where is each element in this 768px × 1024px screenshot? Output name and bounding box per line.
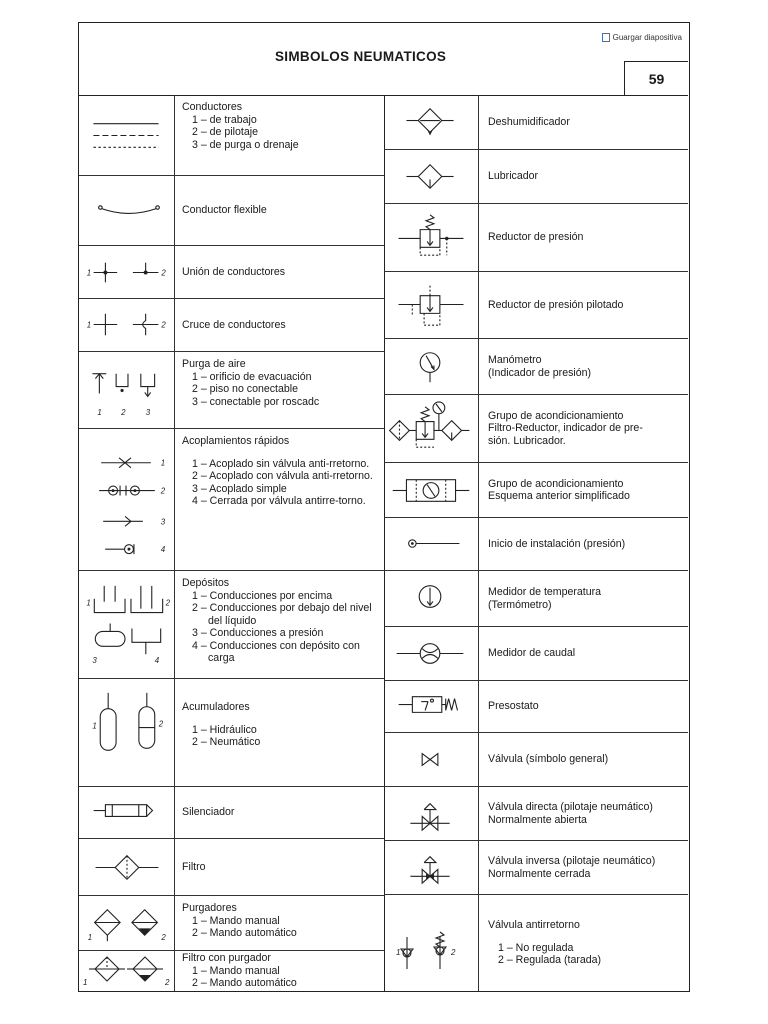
quick-coupling-icon xyxy=(79,429,174,570)
symbol-line: Lubricador xyxy=(488,170,539,183)
symbol-cell xyxy=(79,95,175,175)
symbol-row xyxy=(79,571,384,679)
symbol-item: 2 – Acoplado con válvula anti-rretorno. xyxy=(192,470,373,482)
symbol-line: Reductor de presión pilotado xyxy=(488,298,624,311)
symbol-row xyxy=(384,518,688,571)
symbol-cell xyxy=(384,733,479,786)
symbol-item: 2 – Mando automático xyxy=(192,977,297,989)
number-label: 1 xyxy=(92,721,97,731)
symbol-item: 1 – Mando manual xyxy=(192,964,280,977)
number-label: 2 xyxy=(161,320,166,330)
symbol-cell xyxy=(384,204,479,271)
symbol-title: Purga de aire xyxy=(182,358,246,370)
symbol-row xyxy=(384,204,688,272)
symbol-row xyxy=(79,352,384,429)
symbol-title: Conductor flexible xyxy=(182,204,267,217)
valve-general-icon xyxy=(384,733,478,786)
symbol-line: Medidor de temperatura xyxy=(488,586,602,598)
installation-start-icon xyxy=(384,518,478,570)
symbol-row xyxy=(79,246,384,299)
symbol-line: Presostato xyxy=(488,700,539,713)
filter-drain-icon xyxy=(79,951,174,991)
number-label: 3 xyxy=(145,408,151,418)
symbol-item: 3 – Conducciones a presión xyxy=(192,627,324,639)
number-label: 1 xyxy=(396,948,401,957)
inverse-valve-icon xyxy=(384,841,478,894)
symbol-description xyxy=(182,951,378,991)
manometer-icon xyxy=(384,339,478,394)
number-label: 3 xyxy=(160,517,166,527)
save-slide-link[interactable] xyxy=(602,33,682,42)
conditioning-unit-simplified-icon xyxy=(384,463,478,517)
symbol-row xyxy=(384,150,688,204)
symbol-item: 2 – Mando automático xyxy=(192,927,297,939)
number-label: 1 xyxy=(86,598,91,608)
number-label: 2 xyxy=(160,486,166,496)
symbol-row xyxy=(79,299,384,352)
symbol-item: 1 – Conducciones por encima xyxy=(192,589,333,602)
symbol-cell xyxy=(384,395,479,462)
symbol-title: Cruce de conductores xyxy=(182,318,286,331)
symbol-item: 2 – Conducciones por debajo del nivel del líquido xyxy=(192,602,372,627)
number-label: 1 xyxy=(160,458,166,468)
symbol-row xyxy=(384,571,688,627)
symbol-description xyxy=(488,463,682,517)
symbol-line: Grupo de acondicionamiento xyxy=(488,409,624,422)
symbol-item: 4 – Conducciones con depósito con carga xyxy=(192,639,360,664)
conductor-crossing-icon xyxy=(79,299,174,351)
filter-icon xyxy=(79,839,174,895)
symbol-item: 3 – conectable por roscadc xyxy=(192,395,320,408)
symbol-title: Filtro con purgador xyxy=(182,952,271,964)
symbol-cell xyxy=(384,571,479,626)
number-label: 2 xyxy=(161,933,166,943)
symbol-item: 3 – Acoplado simple xyxy=(192,482,287,495)
symbol-title: Depósitos xyxy=(182,577,230,589)
flow-meter-icon xyxy=(384,627,478,680)
symbol-cell xyxy=(79,299,175,351)
symbol-row xyxy=(79,787,384,839)
page-title: SIMBOLOS NEUMATICOS xyxy=(275,49,447,64)
symbol-cell xyxy=(79,176,175,245)
symbol-line: Esquema anterior simplificado xyxy=(488,490,630,502)
conductor-junction-icon xyxy=(79,246,174,298)
number-label: 2 xyxy=(451,948,456,957)
flexible-conductor-icon xyxy=(79,176,174,245)
number-label: 1 xyxy=(86,320,92,330)
symbol-description xyxy=(488,733,682,786)
symbol-row xyxy=(79,951,384,991)
symbol-item: 1 – de trabajo xyxy=(192,113,257,126)
symbol-line: Normalmente cerrada xyxy=(488,867,591,880)
symbol-description xyxy=(182,429,378,570)
symbol-title: Acoplamientos rápidos xyxy=(182,435,290,447)
symbol-title: Acumuladores xyxy=(182,701,250,713)
symbol-title: Conductores xyxy=(182,101,243,113)
symbol-line: Válvula directa (pilotaje neumático) xyxy=(488,801,653,813)
symbol-description xyxy=(488,787,682,840)
symbol-row xyxy=(79,839,384,896)
symbol-row xyxy=(384,787,688,841)
silencer-icon xyxy=(79,787,174,838)
symbol-row xyxy=(79,896,384,951)
sheet-header xyxy=(79,23,688,96)
symbol-description xyxy=(488,518,682,570)
lubricator-icon xyxy=(384,150,478,203)
symbol-title: Silenciador xyxy=(182,806,235,819)
symbol-cell xyxy=(79,571,175,678)
symbol-cell xyxy=(384,895,479,991)
pressure-reducer-icon xyxy=(384,204,478,271)
symbol-description xyxy=(488,895,682,991)
symbol-line: Reductor de presión xyxy=(488,231,584,244)
symbol-row xyxy=(384,681,688,733)
number-label: 2 xyxy=(165,598,171,608)
conditioning-unit-icon xyxy=(384,395,478,462)
symbol-description xyxy=(182,95,378,175)
symbol-line: Deshumidificador xyxy=(488,115,570,128)
symbol-row xyxy=(384,895,688,991)
symbol-row xyxy=(79,176,384,246)
symbol-item: 3 – de purga o drenaje xyxy=(192,138,299,151)
number-label: 1 xyxy=(97,408,102,418)
symbol-description xyxy=(488,150,682,203)
symbol-line: Filtro-Reductor, indicador de pre- xyxy=(488,422,643,435)
symbol-description xyxy=(182,352,378,428)
symbol-description xyxy=(182,299,378,351)
left-column xyxy=(79,95,385,991)
symbol-cell xyxy=(79,679,175,786)
symbol-row xyxy=(384,733,688,787)
symbol-line: sión. Lubricador. xyxy=(488,434,566,447)
symbol-item: 2 – Regulada (tarada) xyxy=(498,954,602,967)
air-purge-icon xyxy=(79,352,174,428)
symbol-row xyxy=(79,679,384,787)
symbol-cell xyxy=(384,841,479,894)
symbol-title: Filtro xyxy=(182,860,206,873)
symbol-cell xyxy=(384,339,479,394)
symbol-sheet xyxy=(78,22,690,992)
symbol-description xyxy=(182,176,378,245)
symbol-description xyxy=(488,571,682,626)
symbol-cell xyxy=(79,787,175,838)
reservoir-icon xyxy=(79,571,174,678)
symbol-description xyxy=(182,787,378,838)
symbol-row xyxy=(384,272,688,339)
dehumidifier-icon xyxy=(384,95,478,149)
number-label: 4 xyxy=(160,545,166,555)
check-valve-icon xyxy=(384,895,478,991)
symbol-line: Manómetro xyxy=(488,354,542,366)
symbol-cell xyxy=(384,787,479,840)
symbol-item: 1 – Mando manual xyxy=(192,914,280,927)
symbol-line: Válvula inversa (pilotaje neumático) xyxy=(488,855,656,867)
page-number: 59 xyxy=(624,61,688,95)
symbol-cell xyxy=(79,429,175,570)
symbol-description xyxy=(488,95,682,149)
drain-icon xyxy=(79,896,174,950)
symbol-line: Grupo de acondicionamiento xyxy=(488,477,624,490)
symbol-description xyxy=(182,896,378,950)
number-label: 4 xyxy=(154,656,160,666)
accumulator-icon xyxy=(79,679,174,786)
symbol-cell xyxy=(79,839,175,895)
symbol-cell xyxy=(384,627,479,680)
symbol-description xyxy=(182,571,378,678)
symbol-cell xyxy=(79,246,175,298)
symbol-row xyxy=(384,627,688,681)
symbol-description xyxy=(182,679,378,786)
symbol-description xyxy=(182,839,378,895)
symbol-cell xyxy=(384,463,479,517)
save-slide-label: Guargar diapositiva xyxy=(612,33,682,42)
symbol-row xyxy=(384,841,688,895)
symbol-cell xyxy=(79,352,175,428)
symbol-description xyxy=(488,339,682,394)
symbol-item: 2 – de pilotaje xyxy=(192,126,258,138)
thermometer-icon xyxy=(384,571,478,626)
symbol-item: 1 – Acoplado sin válvula anti-rretorno. xyxy=(192,457,370,470)
symbol-cell xyxy=(384,681,479,732)
piloted-pressure-reducer-icon xyxy=(384,272,478,338)
symbol-item: 2 – Neumático xyxy=(192,736,261,748)
symbol-row xyxy=(79,429,384,571)
symbol-item: 4 – Cerrada por válvula antirre-torno. xyxy=(192,495,366,507)
symbol-description xyxy=(488,627,682,680)
symbol-item: 2 – piso no conectable xyxy=(192,383,299,395)
symbol-row xyxy=(384,395,688,463)
symbol-item: 1 – Hidráulico xyxy=(192,723,257,736)
right-column xyxy=(384,95,688,991)
symbol-line: Válvula (símbolo general) xyxy=(488,753,609,766)
symbol-row xyxy=(384,463,688,518)
symbol-line: Normalmente abierta xyxy=(488,813,587,826)
number-label: 1 xyxy=(83,978,88,987)
pressure-switch-icon xyxy=(384,681,478,732)
number-label: 1 xyxy=(87,933,93,943)
symbol-line: (Indicador de presión) xyxy=(488,366,592,379)
symbol-description xyxy=(488,272,682,338)
number-label: 2 xyxy=(161,268,166,278)
symbol-description xyxy=(488,841,682,894)
symbol-item: 1 – No regulada xyxy=(498,941,574,954)
symbol-line: Válvula antirretorno xyxy=(488,919,580,932)
symbol-line: (Termómetro) xyxy=(488,598,552,611)
symbol-line xyxy=(488,932,682,942)
symbol-cell xyxy=(79,896,175,950)
symbol-row xyxy=(79,95,384,176)
symbol-line: Medidor de caudal xyxy=(488,647,576,660)
direct-valve-icon xyxy=(384,787,478,840)
symbol-cell xyxy=(384,95,479,149)
symbol-item: 1 – orificio de evacuación xyxy=(192,370,312,383)
symbol-row xyxy=(384,339,688,395)
number-label: 2 xyxy=(165,978,170,987)
symbol-row xyxy=(384,95,688,150)
symbol-cell xyxy=(384,518,479,570)
symbol-line: Inicio de instalación (presión) xyxy=(488,537,626,550)
symbol-description xyxy=(488,681,682,732)
symbol-cell xyxy=(384,150,479,203)
symbol-description xyxy=(488,395,682,462)
symbol-description xyxy=(182,246,378,298)
number-label: 1 xyxy=(86,268,92,278)
symbol-cell xyxy=(79,951,175,991)
number-label: 3 xyxy=(92,656,97,666)
number-label: 2 xyxy=(121,408,126,418)
symbol-title: Purgadores xyxy=(182,902,237,914)
save-slide-icon xyxy=(602,33,610,42)
symbol-cell xyxy=(384,272,479,338)
symbol-description xyxy=(488,204,682,271)
conductor-lines-icon xyxy=(79,95,174,175)
number-label: 2 xyxy=(158,719,164,729)
symbol-title: Unión de conductores xyxy=(182,265,286,278)
